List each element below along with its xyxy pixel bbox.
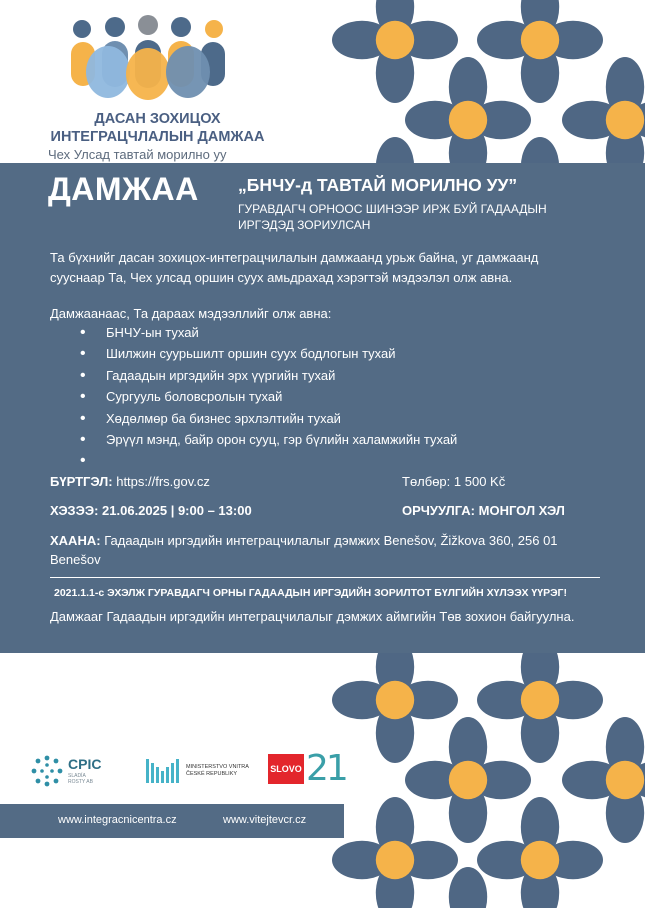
topics-list xyxy=(82,322,457,472)
logo-title: ДАСАН ЗОХИЦОХ ИНТЕГРАЦЧЛАЛЫН ДАМЖАА xyxy=(50,111,265,145)
slovo-number: 21 xyxy=(306,748,346,789)
cpic-logo xyxy=(30,752,120,792)
flower-icon xyxy=(332,797,458,908)
topic-item: • Сургууль боловсролын тухай xyxy=(82,386,457,407)
slovo21-logo xyxy=(268,750,348,788)
date-row xyxy=(50,503,252,518)
translation-row xyxy=(402,503,565,518)
page-headline: ДАМЖАА xyxy=(48,171,199,207)
fee-label: Төлбөр: xyxy=(402,474,451,489)
flower-icon xyxy=(477,797,603,908)
cpic-name: CPIC xyxy=(68,756,102,772)
footer-link-integracnicentra[interactable]: www.integracnicentra.cz xyxy=(58,814,177,826)
place-label: ХААНА: xyxy=(50,533,101,548)
course-audience: ГУРАВДАГЧ ОРНООС ШИНЭЭР ИРЖ БУЙ ГАДААДЫН ИРГЭДЭД ЗОРИУЛСАН xyxy=(238,202,547,232)
fee-value: 1 500 Kč xyxy=(453,474,506,489)
ministry-bars-icon xyxy=(146,755,182,783)
slovo-badge: SLOVO xyxy=(268,754,304,784)
topic-item: • Эрүүл мэнд, байр орон сууц, гэр бүлийн халамжийн тухай xyxy=(82,429,457,450)
flower-icon xyxy=(405,717,531,843)
date-label: ХЭЗЭЭ: xyxy=(50,503,99,518)
place-value-city: Benešov xyxy=(50,552,101,567)
topic-item xyxy=(82,450,457,471)
registration-link[interactable]: https://frs.gov.cz xyxy=(116,474,210,489)
organizer-note: Дамжааг Гадаадын иргэдийн интеграцчилалыг дэмжих аймгийн Төв зохион байгуулна. xyxy=(50,609,575,624)
registration-row xyxy=(50,474,210,489)
intro-paragraph: Та бүхнийг дасан зохицох-интеграцчилалын дамжаанд урьж байна, уг дамжаанд сууснаар Та, Чех улсад оршин суух амьдрахад хэрэгтэй мэдээлэл олж авна. xyxy=(50,250,539,285)
place-value: Гадаадын иргэдийн интеграцчилалыг дэмжих Benešov, Žižkova 360, 256 01 xyxy=(104,533,558,548)
cpic-sub-1: SLADÍA xyxy=(68,773,86,779)
logo-subtitle: Чех Улсад тавтай морилно уу xyxy=(48,147,227,162)
topic-item: • Хөдөлмөр ба бизнес эрхлэлтийн тухай xyxy=(82,408,457,429)
integration-logo-icon xyxy=(68,14,228,106)
place-row xyxy=(50,531,558,569)
cpic-dots-icon xyxy=(30,754,64,788)
ministry-logo xyxy=(146,755,249,787)
topic-item: • БНЧУ-ын тухай xyxy=(82,322,457,343)
topic-item: • Шилжин суурьшилт оршин суух бодлогын тухай xyxy=(82,343,457,364)
footer-link-vitejtevcr[interactable]: www.vitejtevcr.cz xyxy=(223,814,307,826)
flower-icon xyxy=(332,0,458,103)
funding-note: 2021.1.1-с ЭХЭЛЖ ГУРАВДАГЧ ОРНЫ ГАДААДЫН ИРГЭДИЙН ЗОРИЛТОТ БҮЛГИЙН ХҮЛЭЭХ ҮҮРЭГ! xyxy=(54,587,568,599)
registration-label: БҮРТГЭЛ: xyxy=(50,474,113,489)
course-title: „БНЧУ-д ТАВТАЙ МОРИЛНО УУ” xyxy=(238,175,518,195)
flower-icon xyxy=(332,637,458,763)
ministry-line-2: ČESKÉ REPUBLIKY xyxy=(186,771,238,777)
topics-intro: Дамжаанаас, Та дараах мэдээллийг олж авна: xyxy=(50,306,332,321)
ministry-line-1: MINISTERSTVO VNITRA xyxy=(186,764,249,770)
cpic-sub-2: ROSTY AB xyxy=(68,779,93,785)
flower-icon xyxy=(477,637,603,763)
translation-label: ОРЧУУЛГА: xyxy=(402,503,475,518)
date-value: 21.06.2025 | 9:00 – 13:00 xyxy=(102,503,252,518)
flower-icon xyxy=(562,717,645,843)
fee-row xyxy=(402,474,505,489)
translation-value: МОНГОЛ ХЭЛ xyxy=(478,503,565,518)
topic-item: • Гадаадын иргэдийн эрх үүргийн тухай xyxy=(82,365,457,386)
divider xyxy=(50,577,600,578)
flower-icon xyxy=(477,0,603,103)
